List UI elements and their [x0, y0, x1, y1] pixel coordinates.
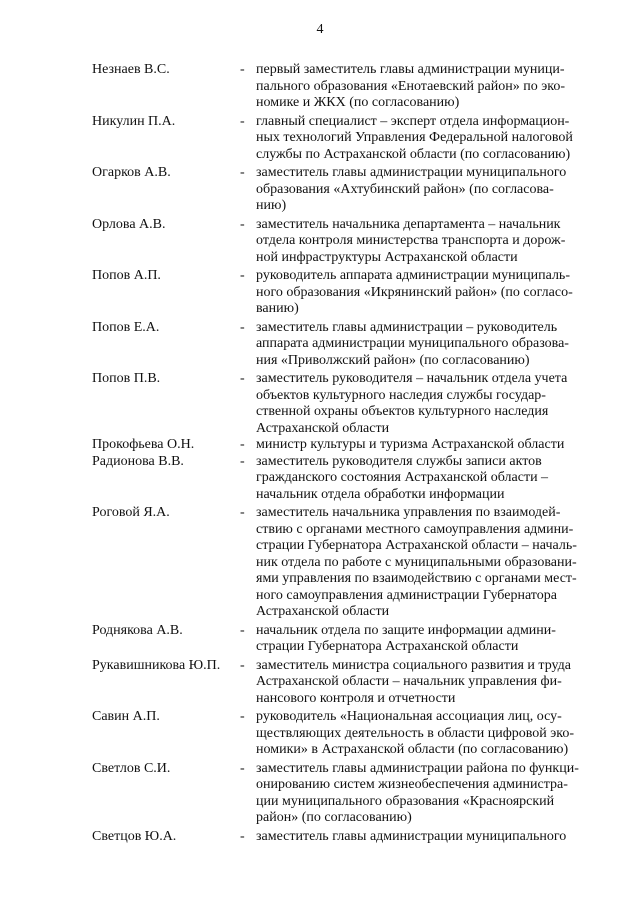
dash-separator: - — [240, 657, 245, 673]
list-item — [92, 761, 612, 827]
member-name: Роднякова А.В. — [92, 622, 183, 638]
page-number: 4 — [316, 22, 324, 37]
list-item — [92, 114, 612, 164]
dash-separator: - — [240, 113, 245, 129]
member-position: министр культуры и туризма Астраханской области — [256, 437, 565, 452]
member-name: Орлова А.В. — [92, 216, 166, 232]
member-position: заместитель главы администрации района по функци- онированию систем жизнеобеспечения администра- ции муниципального образования «Красноярский район» (по согласованию) — [256, 760, 579, 825]
member-position: руководитель «Национальная ассоциация лиц, осу- ществляющих деятельность в области цифровой эко- номики» в Астраханской области (по согласованию) — [256, 709, 575, 757]
member-position: заместитель министра социального развития и труда Астраханской области – начальник управления фи- нансового контроля и отчетности — [256, 657, 571, 706]
list-item — [92, 505, 612, 621]
member-position: начальник отдела по защите информации админи- страции Губернатора Астраханской области — [256, 622, 556, 654]
member-name: Роговой Я.А. — [92, 505, 170, 520]
member-position: главный специалист – эксперт отдела информацион- ных технологий Управления Федеральной налоговой службы по Астраханской области (по согласованию) — [256, 113, 573, 162]
member-name: Попов Е.А. — [92, 319, 160, 335]
member-name: Незнаев В.С. — [92, 62, 170, 77]
dash-separator: - — [240, 828, 245, 844]
list-item — [92, 454, 612, 504]
member-position: заместитель главы администрации – руководитель аппарата администрации муниципального образова- ния «Приволжский район» (по согласованию) — [256, 319, 569, 368]
member-position: заместитель начальника департамента – начальник отдела контроля министерства транспорта и дорож- ной инфраструктуры Астраханской области — [256, 216, 566, 265]
list-item — [92, 623, 612, 656]
member-position: заместитель руководителя – начальник отдела учета объектов культурного наследия службы государ- ственной охраны объектов культурного наследия Астраханской области — [256, 371, 568, 436]
dash-separator: - — [240, 760, 245, 776]
list-item — [92, 62, 612, 112]
dash-separator: - — [240, 371, 245, 386]
dash-separator: - — [240, 437, 245, 452]
member-position: заместитель руководителя службы записи актов гражданского состояния Астраханской области – начальник отдела обработки информации — [256, 453, 549, 502]
list-item — [92, 829, 612, 846]
list-item — [92, 709, 612, 759]
dash-separator: - — [240, 319, 245, 335]
dash-separator: - — [240, 453, 245, 469]
list-item — [92, 268, 612, 318]
dash-separator: - — [240, 165, 245, 180]
member-name: Попов П.В. — [92, 371, 161, 386]
member-position: заместитель главы администрации муниципального — [256, 828, 567, 844]
list-item — [92, 658, 612, 708]
member-name: Савин А.П. — [92, 709, 160, 724]
member-name: Светцов Ю.А. — [92, 828, 177, 844]
member-name: Рукавишникова Ю.П. — [92, 657, 221, 673]
dash-separator: - — [240, 268, 245, 283]
member-name: Никулин П.А. — [92, 113, 176, 129]
dash-separator: - — [240, 216, 245, 232]
member-position: заместитель начальника управления по взаимодей- ствию с органами местного самоуправления админи- страции Губернатора Астраханской области – началь- ник отдела по работе с муниципальными образовани- ями управления по взаимодействию с органами мест- ного самоуправления администрации Губернатора Астраханской области — [256, 505, 577, 619]
member-name: Радионова В.В. — [92, 453, 184, 469]
member-list — [92, 62, 612, 847]
dash-separator: - — [240, 505, 245, 520]
list-item — [92, 437, 612, 454]
list-item — [92, 165, 612, 215]
member-name: Светлов С.И. — [92, 760, 171, 776]
dash-separator: - — [240, 62, 245, 77]
member-position: первый заместитель главы администрации муници- пального образования «Енотаевский район» по эко- номике и ЖКХ (по согласованию) — [256, 62, 565, 110]
member-name: Попов А.П. — [92, 268, 161, 283]
list-item — [92, 320, 612, 370]
member-name: Прокофьева О.Н. — [92, 437, 195, 452]
list-item — [92, 217, 612, 267]
member-position: заместитель главы администрации муниципального образования «Ахтубинский район» (по согласова- нию) — [256, 165, 567, 213]
dash-separator: - — [240, 709, 245, 724]
list-item — [92, 371, 612, 437]
member-position: руководитель аппарата администрации муниципаль- ного образования «Икрянинский район» (по согласо- ванию) — [256, 268, 573, 316]
member-name: Огарков А.В. — [92, 165, 171, 180]
dash-separator: - — [240, 622, 245, 638]
